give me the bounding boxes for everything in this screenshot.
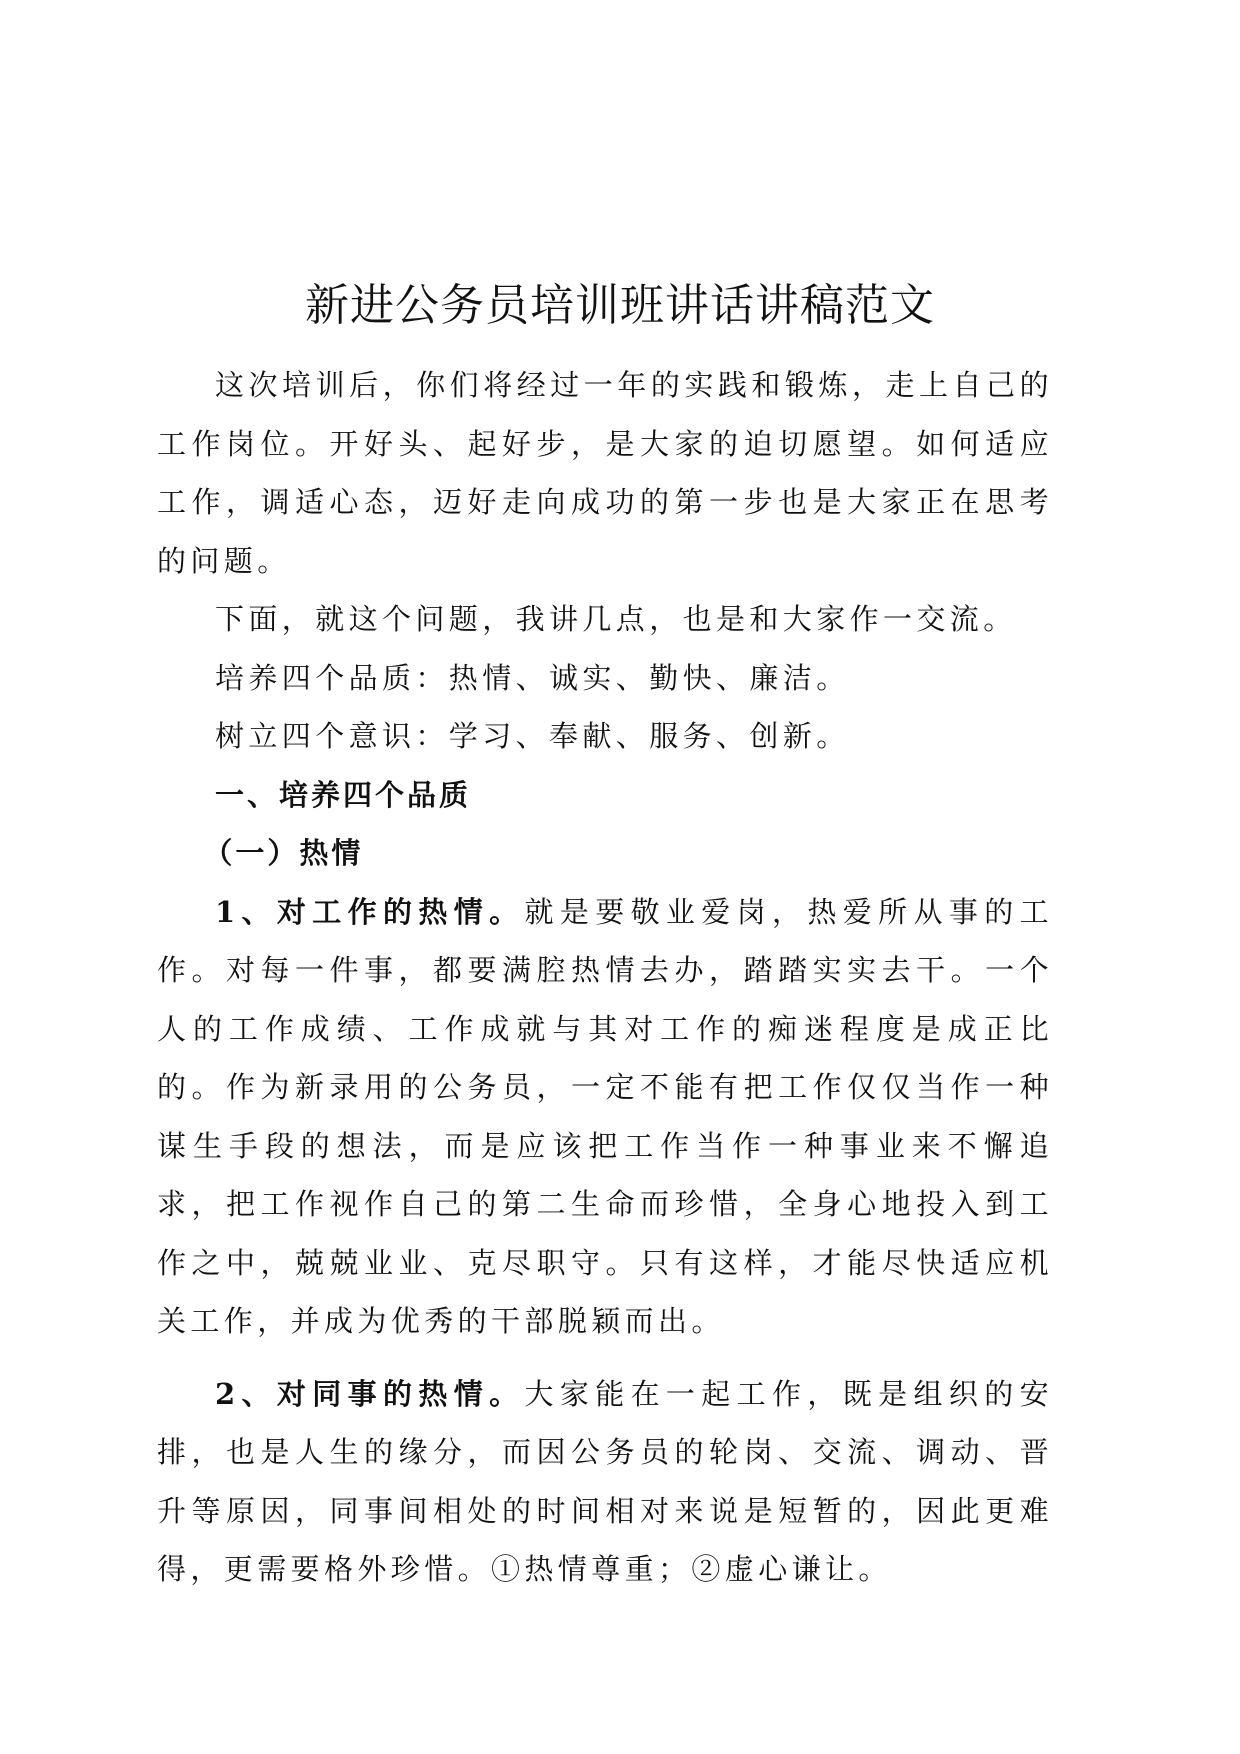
item-text: 大家能在一起工作，既是组织的安排，也是人生的缘分，而因公务员的轮岗、交流、调动、晋升等原因，同事间相处的时间相对来说是短暂的，因此更难得，更需要格外珍惜。①热情尊重；②虚心谦让。 <box>157 1376 1053 1586</box>
item-paragraph <box>157 883 1053 1351</box>
document-body <box>157 356 1053 1599</box>
section-heading: 一、培养四个品质 <box>215 777 472 812</box>
item-text: 就是要敬业爱岗，热爱所从事的工作。对每一件事，都要满腔热情去办，踏踏实实去干。一个人的工作成绩、工作成就与其对工作的痴迷程度是成正比的。作为新录用的公务员，一定不能有把工作仅仅当作一种谋生手段的想法，而是应该把工作当作一种事业来不懈追求，把工作视作自己的第二生命而珍惜，全身心地投入到工作之中，兢兢业业、克尽职守。只有这样，才能尽快适应机关工作，并成为优秀的干部脱颖而出。 <box>157 894 1053 1338</box>
item-paragraph <box>157 1365 1053 1599</box>
item-lead: 2、对同事的热情。 <box>215 1376 525 1411</box>
intro-paragraph: 树立四个意识：学习、奉献、服务、创新。 <box>215 719 850 753</box>
document-title: 新进公务员培训班讲话讲稿范文 <box>305 280 935 331</box>
item-lead: 1、对工作的热情。 <box>215 894 525 929</box>
intro-paragraph: 培养四个品质：热情、诚实、勤快、廉洁。 <box>215 660 850 695</box>
intro-paragraph: 这次培训后，你们将经过一年的实践和锻炼，走上自己的工作岗位。开好头、起好步，是大家的迫切愿望。如何适应工作，调适心态，迈好走向成功的第一步也是大家正在思考的问题。 <box>157 368 1053 578</box>
intro-paragraph: 下面，就这个问题，我讲几点，也是和大家作一交流。 <box>215 602 1017 636</box>
subsection-heading: （一）热情 <box>203 836 364 870</box>
